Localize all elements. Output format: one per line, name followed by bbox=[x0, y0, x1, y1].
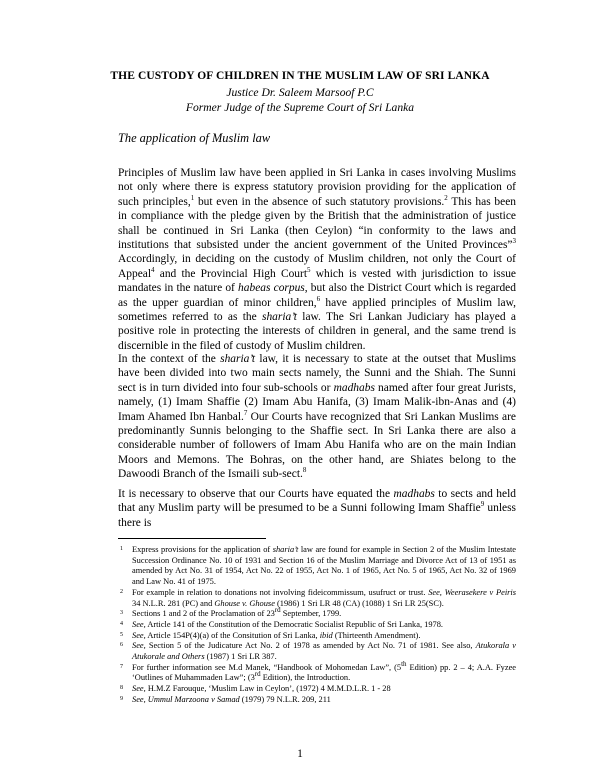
footnote-9: 9 See, Ummul Marzoona v Samad (1979) 79 N.L.R. 209, 211 bbox=[120, 694, 331, 704]
footnote-7: 7 For further information see M.d Manek, “Handbook of Mohomedan Law”, (5th Edition) pp. 2 – 4; A.A. Fyzee ‘Outlines of Muhammaden Law”; (3rd Edition), the Introduction. bbox=[120, 659, 517, 683]
paragraph-1: Principles of Muslim law have been applied in Sri Lanka in cases involving Muslims not only where there is express statutory provision providing for the application of such principles,$^1$ but even in the absence of such statutory provisions.$^2$ This has been in compliance with the pledge given by the British that the administration of justice shall be continued in Sri Lanka (then Ceylon) “in conformity to the laws and institutions that subsisted under the ancient government of the United Provinces”$^3$ Accordingly, in deciding on the custody of Muslim children, not only the Court of Appeal$^4$ and the Provincial High Court$^5$ which is vested with jurisdiction to issue mandates in the nature of habeas corpus, but also the District Court which is regarded as the upper guardian of minor children,$^6$ have applied principles of Muslim law, sometimes referred to as the sharia’t law. The Sri Lankan Judiciary has played a positive role in protecting the interests of children in general, and the same trend is discernible in the filed of custody of Muslim children. bbox=[118, 167, 517, 352]
footnote-ref[interactable]: 8 bbox=[302, 466, 307, 475]
document-title: THE CUSTODY OF CHILDREN IN THE MUSLIM LAW OF SRI LANKA bbox=[110, 70, 490, 82]
footnote-ref[interactable]: 6 bbox=[316, 294, 321, 303]
footnote-ref[interactable]: 4 bbox=[151, 266, 155, 275]
footnotes bbox=[118, 545, 516, 706]
footnote-5: 5 See, Article 154P(4)(a) of the Consitution of Sri Lanka, ibid (Thirteenth Amendment). bbox=[120, 630, 421, 640]
footnote-divider bbox=[118, 538, 266, 539]
footnote-ref[interactable]: 2 bbox=[444, 194, 448, 202]
footnote-8: 8 See, H.M.Z Farouque, ‘Muslim Law in Ceylon’, (1972) 4 M.M.D.L.R. 1 - 28 bbox=[120, 684, 391, 694]
footnote-2: 2 For example in relation to donations not involving fideicommissum, usufruct or trust. See, Weerasekere v Peiris 34 N.L.R. 281 (PC) and Ghouse v. Ghouse (1986) 1 Sri LR 48 (CA) (1088) 1 Sri LR 25(SC). bbox=[120, 587, 517, 608]
author-name: Justice Dr. Saleem Marsoof P.C bbox=[226, 86, 374, 99]
footnote-ref[interactable]: 9 bbox=[480, 500, 485, 509]
page-number: 1 bbox=[297, 748, 303, 760]
footnote-4: 4 See, Article 141 of the Constitution of the Democratic Socialist Republic of Sri Lanka, 1978. bbox=[120, 619, 443, 629]
author-position: Former Judge of the Supreme Court of Sri Lanka bbox=[185, 101, 415, 114]
footnote-ref[interactable]: 7 bbox=[243, 408, 248, 417]
footnote-ref[interactable]: 1 bbox=[190, 194, 195, 202]
paragraph-3: It is necessary to observe that our Courts have equated the madhabs to sects and held that any Muslim party will be presumed to be a Sunni following Imam Shaffie$^9$ unless there is bbox=[118, 488, 517, 529]
footnote-ref[interactable]: 3 bbox=[512, 237, 516, 246]
paragraph-2: In the context of the sharia’t law, it is necessary to state at the outset that Muslims have been divided into two main sects namely, the Sunni and the Shiah. The Sunni sect is in turn divided into four sub-schools or madhabs named after four great Jurists, namely, (1) Imam Shaffie (2) Imam Abu Hanifa, (3) Imam Malik-ibn-Anas and (4) Imam Ahamed Ibn Hanbal.$^7$ Our Courts have recognized that Sri Lankan Muslims are predominantly Sunnis belonging to the Shaffie sect. In Sri Lanka there are also a considerable number of followers of Imam Abu Hanifa who are on the main Indian Moors and Memons. The Bohras, on the other hand, are Shiates belong to the Dawoodi Branch of the Ismaili sub-sect.$^8$ bbox=[118, 353, 516, 481]
section-heading: The application of Muslim law bbox=[118, 131, 271, 145]
footnote-6: 6 See, Section 5 of the Judicature Act No. 2 of 1978 as amended by Act No. 71 of 1981. See also, Atukorala v Atukorale and Others (1987) 1 Sri LR 387. bbox=[120, 641, 516, 662]
footnote-3: 3 Sections 1 and 2 of the Proclamation of 23rd September, 1799. bbox=[120, 606, 342, 619]
footnote-1: 1 Express provisions for the application of sharia’t law are found for example in Section 2 of the Muslim Intestate Succession Ordinance No. 10 of 1931 and Section 16 of the Muslim Marriage and Divorce Act of 13 of 1951 as amended by Act No. 31 of 1954, Act No. 22 of 1955, Act No. 1 of 1965, Act No. 5 of 1965, Act No. 32 of 1969 and Law No. 41 of 1975. bbox=[120, 545, 516, 587]
footnote-ref[interactable]: 5 bbox=[307, 266, 311, 275]
